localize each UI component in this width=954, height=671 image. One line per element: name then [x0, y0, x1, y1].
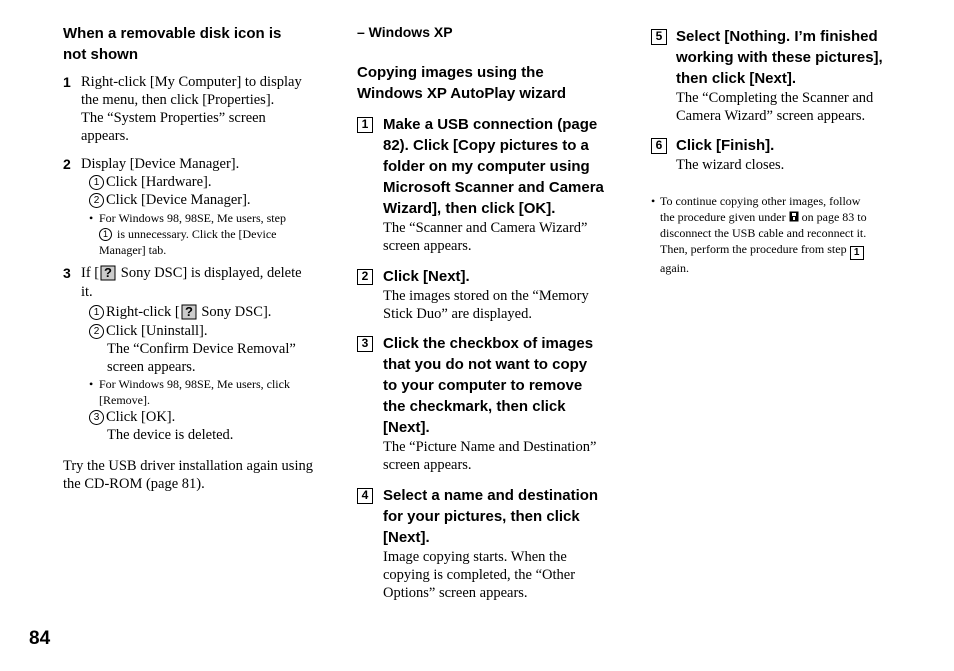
os-heading: – Windows XP: [357, 24, 453, 40]
wizard-step-6: 6 Click [Finish]. The wizard closes.: [651, 135, 901, 174]
step-number: 3: [357, 336, 373, 352]
wizard-step-1: 1 Make a USB connection (page 82). Click [Copy pictures to a folder on my computer using Microsoft Scanner and Camera Wizard], then click [OK]. The “Scanner and Camera Wizard” screen appears.: [357, 114, 619, 255]
step-number: 2: [357, 269, 373, 285]
sony-dsc-device-icon: [180, 301, 198, 321]
page-number: 84: [29, 628, 51, 649]
note-win98-remove: • For Windows 98, 98SE, Me users, click [Remove].: [89, 377, 290, 407]
section-heading-removable-disk: When a removable disk icon is not shown: [63, 25, 282, 63]
wizard-step-4: 4 Select a name and destination for your pictures, then click [Next]. Image copying starts. When the copying is completed, the “Other Options” screen appears.: [357, 485, 619, 602]
substep-3: 3 Click [OK].: [89, 408, 323, 426]
wizard-step-5: 5 Select [Nothing. I’m finished working with these pictures], then click [Next]. The “Completing the Scanner and Camera Wizard” screen appears.: [651, 26, 901, 125]
substep-2: 2 Click [Uninstall].: [89, 322, 323, 340]
continue-copying-note: • To continue copying other images, follow the procedure given under on page 83 to disconnect the USB cable and reconnect it. Then, perform the procedure from step 1 again.: [651, 194, 867, 275]
step-number: 4: [357, 488, 373, 504]
step-1: [63, 73, 323, 145]
step-number: 5: [651, 29, 667, 45]
section-heading-autoplay: Copying images using the Windows XP AutoPlay wizard: [357, 64, 567, 102]
substep-1: 1 Click [Hardware].: [89, 173, 323, 191]
step-2: 2 Display [Device Manager]. 1 Click [Hardware]. 2 Click [Device Manager]. • For Windows 98, 98SE, Me users, step 1 is unnecessary. Click the [Device Manager] tab.: [63, 155, 323, 258]
step-number: 1: [63, 74, 71, 90]
step-3: 3 If [ ? Sony DSC] is displayed, delete it. 1 Right-click [ ? Sony DSC]. 2 Click [Uninstall]. The “Confirm Device Removal” screen appears. • For Windows 98, 98SE, Me users, click [Remove]. 3 Click [OK]. The device is deleted.: [63, 262, 323, 444]
retry-instruction: Try the USB driver installation again using the CD-ROM (page 81).: [63, 458, 313, 492]
step-text: Right-click [My Computer] to display the menu, then click [Properties]. The “System Properties” screen appears.: [81, 74, 302, 144]
svg-text:?: ?: [104, 265, 113, 280]
step-number: 6: [651, 138, 667, 154]
wizard-step-3: 3 Click the checkbox of images that you do not want to copy to your computer to remove the checkmark, then click [Next]. The “Picture Name and Destination” screen appears.: [357, 333, 619, 474]
step-number: 1: [357, 117, 373, 133]
step-number: 3: [63, 265, 71, 281]
svg-text:?: ?: [184, 304, 193, 319]
note-win98: • For Windows 98, 98SE, Me users, step 1 is unnecessary. Click the [Device Manager] tab.: [89, 211, 286, 257]
substep-2: 2 Click [Device Manager].: [89, 191, 323, 209]
usb-disconnect-icon: [789, 211, 799, 222]
sony-dsc-device-icon: [99, 262, 117, 282]
substep-1: 1 Right-click [ ? Sony DSC].: [89, 301, 323, 322]
wizard-step-2: 2 Click [Next]. The images stored on the “Memory Stick Duo” are displayed.: [357, 266, 619, 323]
step-number: 2: [63, 156, 71, 172]
